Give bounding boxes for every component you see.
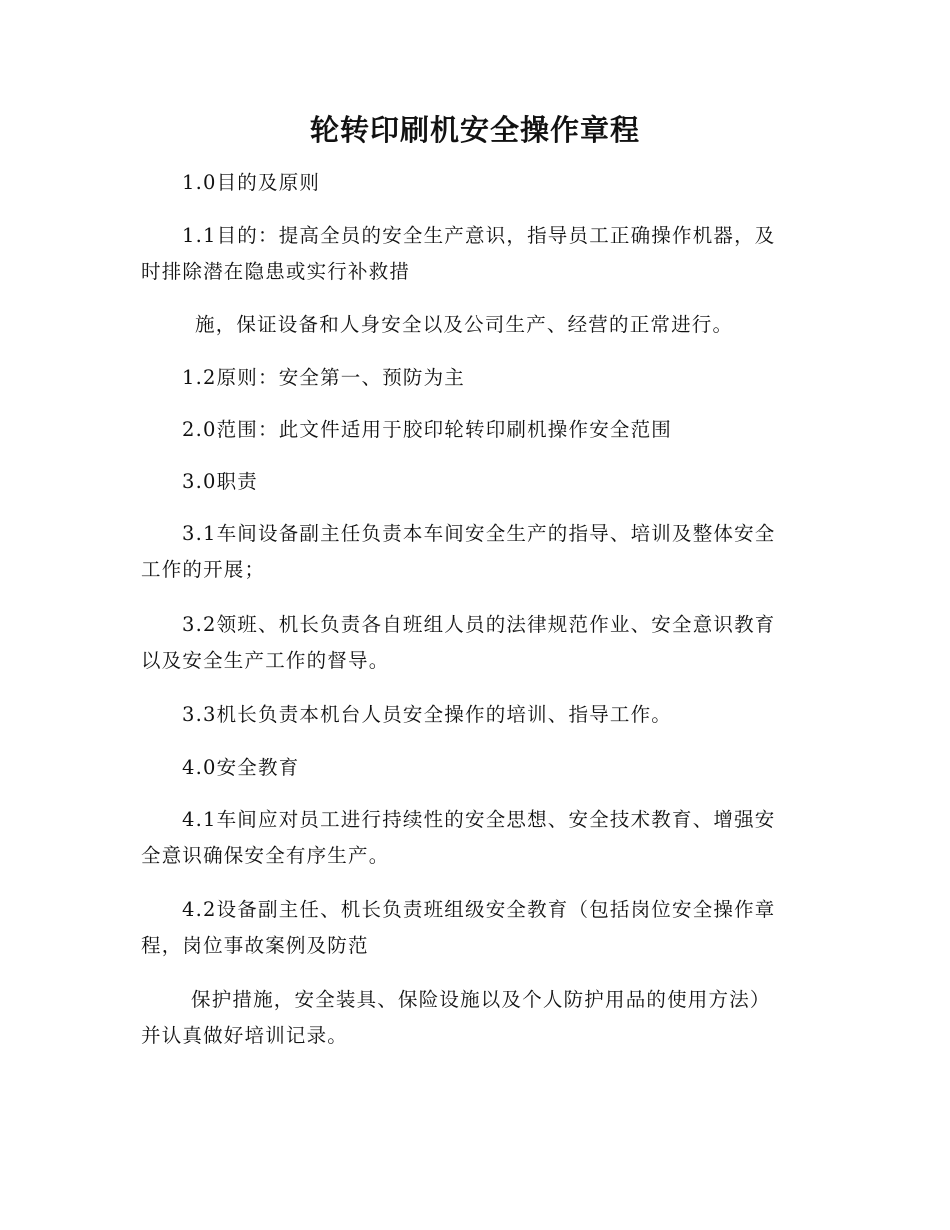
paragraph-line: 1.1目的：提高全员的安全生产意识，指导员工正确操作机器，及 bbox=[182, 224, 776, 247]
paragraph-line: 4.1车间应对员工进行持续性的安全思想、安全技术教育、增强安 bbox=[182, 808, 776, 831]
paragraph-line: 以及安全生产工作的督导。 bbox=[141, 649, 390, 672]
paragraph-line: 工作的开展； bbox=[141, 558, 266, 581]
paragraph-line: 2.0范围：此文件适用于胶印轮转印刷机操作安全范围 bbox=[182, 418, 673, 441]
paragraph-line: 施，保证设备和人身安全以及公司生产、经营的正常进行。 bbox=[195, 313, 734, 336]
paragraph-4-2 bbox=[141, 892, 811, 964]
paragraph-1-1-continued bbox=[141, 307, 811, 343]
section-heading-1-0 bbox=[141, 165, 811, 201]
paragraph-3-1 bbox=[141, 516, 811, 588]
paragraph-line: 时排除潜在隐患或实行补救措 bbox=[141, 260, 411, 283]
paragraph-line: 1.2原则：安全第一、预防为主 bbox=[182, 366, 466, 389]
paragraph-line: 全意识确保安全有序生产。 bbox=[141, 844, 390, 867]
paragraph-line: 4.0安全教育 bbox=[182, 756, 300, 779]
paragraph-1-2 bbox=[141, 360, 811, 396]
paragraph-line: 1.0目的及原则 bbox=[182, 171, 321, 194]
paragraph-line: 3.0职责 bbox=[182, 470, 259, 493]
paragraph-line: 3.3机长负责本机台人员安全操作的培训、指导工作。 bbox=[182, 703, 673, 726]
paragraph-4-1 bbox=[141, 802, 811, 874]
paragraph-3-2 bbox=[141, 607, 811, 679]
paragraph-line: 保护措施，安全装具、保险设施以及个人防护用品的使用方法） bbox=[191, 988, 771, 1011]
paragraph-line: 4.2设备副主任、机长负责班组级安全教育（包括岗位安全操作章 bbox=[182, 898, 776, 921]
paragraph-1-1 bbox=[141, 218, 811, 290]
paragraph-3-3 bbox=[141, 697, 811, 733]
document-title: 轮转印刷机安全操作章程 bbox=[309, 113, 640, 147]
paragraph-line: 程，岗位事故案例及防范 bbox=[141, 934, 369, 957]
section-heading-3-0 bbox=[141, 464, 811, 500]
section-heading-4-0 bbox=[141, 750, 811, 786]
paragraph-line: 并认真做好培训记录。 bbox=[141, 1024, 349, 1047]
paragraph-line: 3.1车间设备副主任负责本车间安全生产的指导、培训及整体安全 bbox=[182, 522, 776, 545]
paragraph-4-2-continued bbox=[141, 982, 811, 1054]
paragraph-line: 3.2领班、机长负责各自班组人员的法律规范作业、安全意识教育 bbox=[182, 613, 776, 636]
paragraph-2-0 bbox=[141, 412, 811, 448]
